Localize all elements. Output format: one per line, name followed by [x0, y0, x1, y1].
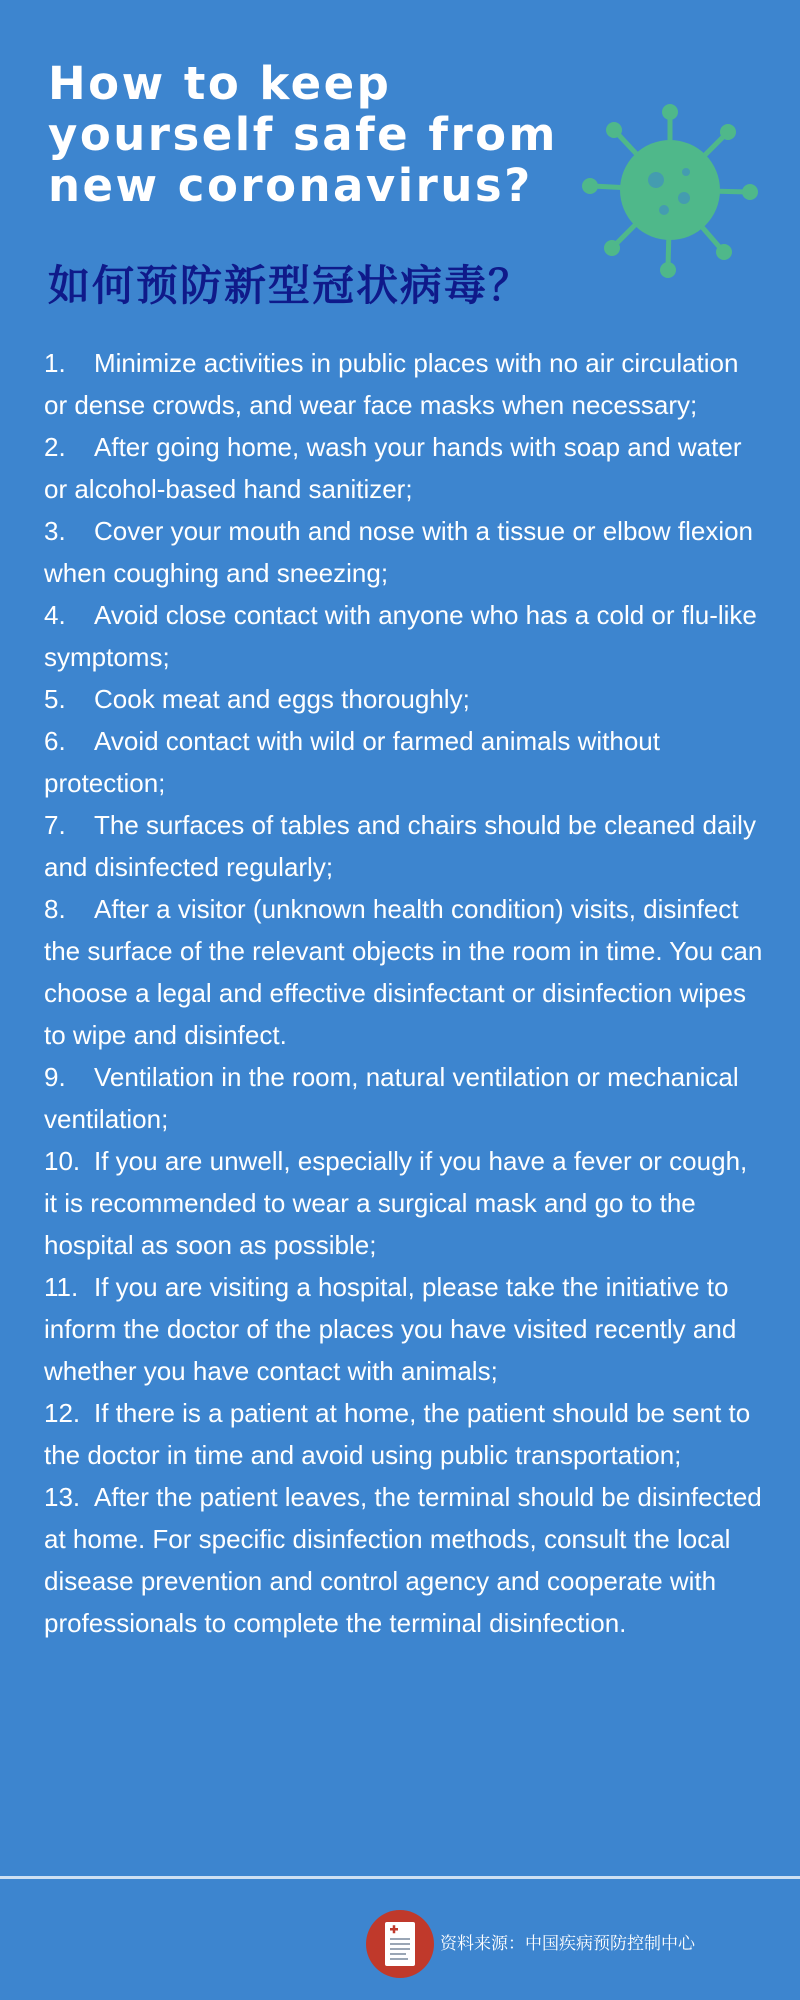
tips-list — [44, 342, 764, 1644]
tip-number: 5. — [44, 684, 66, 714]
tip-number: 7. — [44, 810, 66, 840]
tip-item — [44, 510, 764, 594]
tip-text: If there is a patient at home, the patient should be sent to the doctor in time and avoid using public transportation; — [44, 1398, 751, 1470]
tip-text: If you are visiting a hospital, please take the initiative to inform the doctor of the places you have visited recently and whether you have contact with animals; — [44, 1272, 737, 1386]
tip-number: 4. — [44, 600, 66, 630]
tip-item — [44, 888, 764, 1056]
tip-number: 3. — [44, 516, 66, 546]
tip-text: If you are unwell, especially if you have a fever or cough, it is recommended to wear a surgical mask and go to the hospital as soon as possible; — [44, 1146, 748, 1260]
tip-number: 10. — [44, 1146, 81, 1176]
tip-number: 13. — [44, 1482, 81, 1512]
tip-text: Cover your mouth and nose with a tissue or elbow flexion when coughing and sneezing; — [44, 516, 754, 588]
tip-item — [44, 342, 764, 426]
tip-text: Minimize activities in public places with no air circulation or dense crowds, and wear face masks when necessary; — [44, 348, 739, 420]
source-text: 资料来源：中国疾病预防控制中心 — [440, 1934, 695, 1954]
tip-item — [44, 1476, 764, 1644]
tip-text: After going home, wash your hands with soap and water or alcohol-based hand sanitizer; — [44, 432, 742, 504]
tip-item — [44, 1266, 764, 1392]
tip-number: 11. — [44, 1272, 79, 1302]
tip-item — [44, 1392, 764, 1476]
footer-divider — [0, 1876, 800, 1879]
virus-icon — [580, 100, 760, 280]
tip-item — [44, 1140, 764, 1266]
tip-number: 1. — [44, 348, 66, 378]
document-icon — [364, 1908, 436, 1980]
tip-text: After the patient leaves, the terminal should be disinfected at home. For specific disinfection methods, consult the local disease prevention and control agency and cooperate with professionals to complete the terminal disinfection. — [44, 1482, 762, 1638]
tip-number: 6. — [44, 726, 66, 756]
tip-item — [44, 1056, 764, 1140]
tip-text: The surfaces of tables and chairs should be cleaned daily and disinfected regularly; — [44, 810, 756, 882]
tip-item — [44, 720, 764, 804]
tip-text: Avoid contact with wild or farmed animals without protection; — [44, 726, 660, 798]
tip-text: After a visitor (unknown health condition) visits, disinfect the surface of the relevant objects in the room in time. You can choose a legal and effective disinfectant or disinfection wipes to wipe and disinfect. — [44, 894, 763, 1050]
tip-number: 8. — [44, 894, 66, 924]
tip-number: 2. — [44, 432, 66, 462]
title-chinese: 如何预防新型冠状病毒？ — [48, 261, 533, 310]
tip-text: Cook meat and eggs thoroughly; — [94, 684, 470, 714]
tip-number: 12. — [44, 1398, 81, 1428]
tip-item — [44, 678, 764, 720]
tip-item — [44, 426, 764, 510]
tip-text: Avoid close contact with anyone who has a cold or flu-like symptoms; — [44, 600, 757, 672]
tip-item — [44, 594, 764, 678]
title-english: How to keep yourself safe from new coronavirus? — [48, 57, 558, 212]
tip-text: Ventilation in the room, natural ventilation or mechanical ventilation; — [44, 1062, 739, 1134]
tip-item — [44, 804, 764, 888]
tip-number: 9. — [44, 1062, 66, 1092]
